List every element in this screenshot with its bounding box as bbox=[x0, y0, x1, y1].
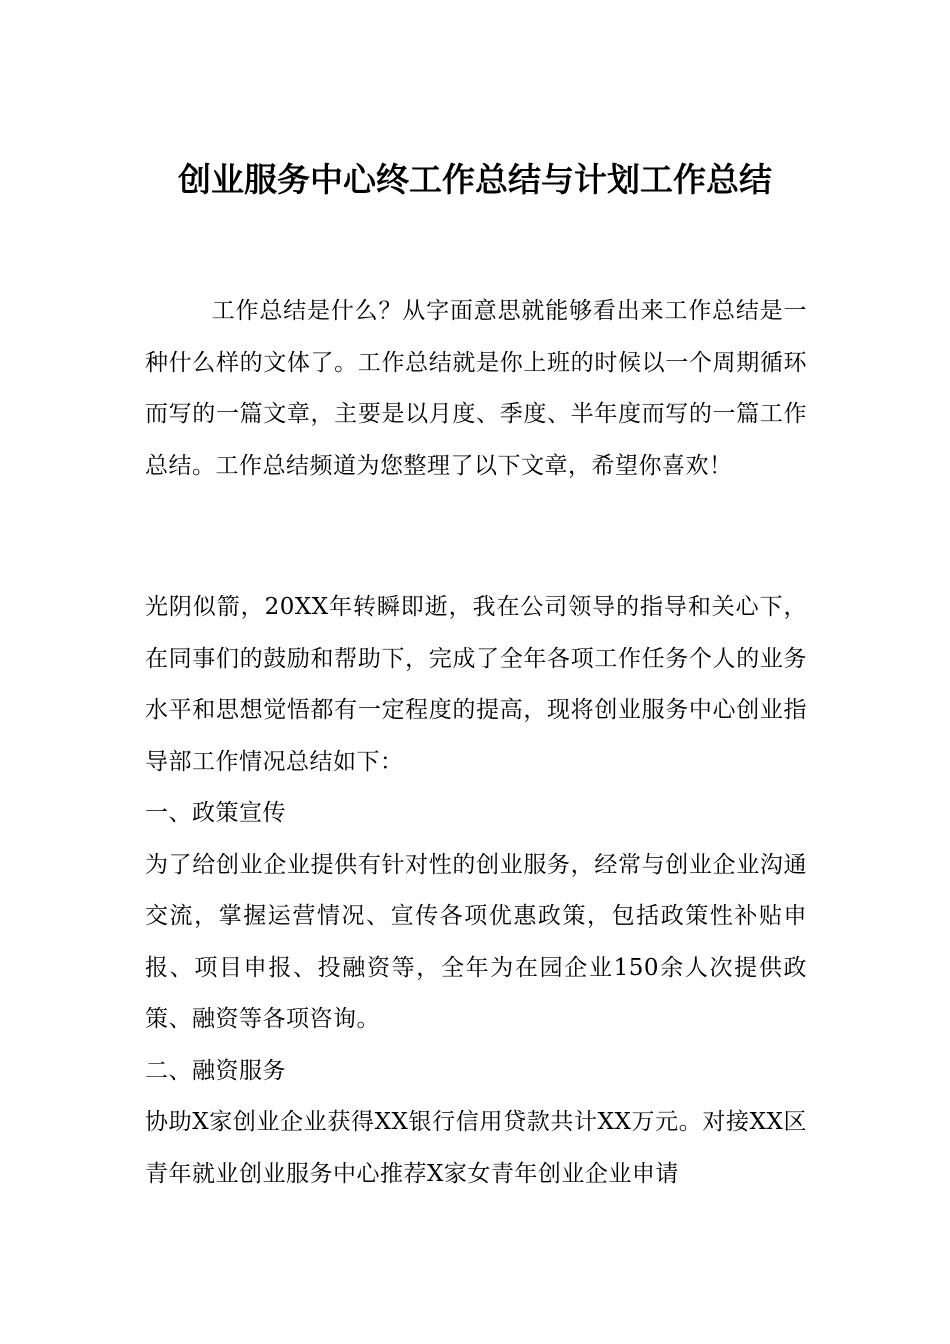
document-title: 创业服务中心终工作总结与计划工作总结 bbox=[178, 160, 772, 199]
intro-section bbox=[145, 286, 807, 492]
section-body-policy: 为了给创业企业提供有针对性的创业服务，经常与创业企业沟通交流，掌握运营情况、宣传各项优惠政策，包括政策性补贴申报、项目申报、投融资等，全年为在园企业150余人次提供政策、融资等各项咨询。 bbox=[145, 851, 807, 1032]
intro-paragraph: 工作总结是什么？从字面意思就能够看出来工作总结是一种什么样的文体了。工作总结就是你上班的时候以一个周期循环而写的一篇文章，主要是以月度、季度、半年度而写的一篇工作总结。工作总结频道为您整理了以下文章，希望你喜欢！ bbox=[145, 298, 807, 479]
section-heading-financing: 二、融资服务 bbox=[145, 1057, 286, 1084]
opening-paragraph: 光阴似箭，20XX年转瞬即逝，我在公司领导的指导和关心下，在同事们的鼓励和帮助下，完成了全年各项工作任务个人的业务水平和思想觉悟都有一定程度的提高，现将创业服务中心创业指导部工作情况总结如下： bbox=[145, 594, 807, 775]
section-body-financing: 协助X家创业企业获得XX银行信用贷款共计XX万元。对接XX区青年就业创业服务中心推荐X家女青年创业企业申请 bbox=[145, 1109, 807, 1187]
section-heading-policy: 一、政策宣传 bbox=[145, 800, 286, 826]
main-content bbox=[145, 582, 807, 1200]
